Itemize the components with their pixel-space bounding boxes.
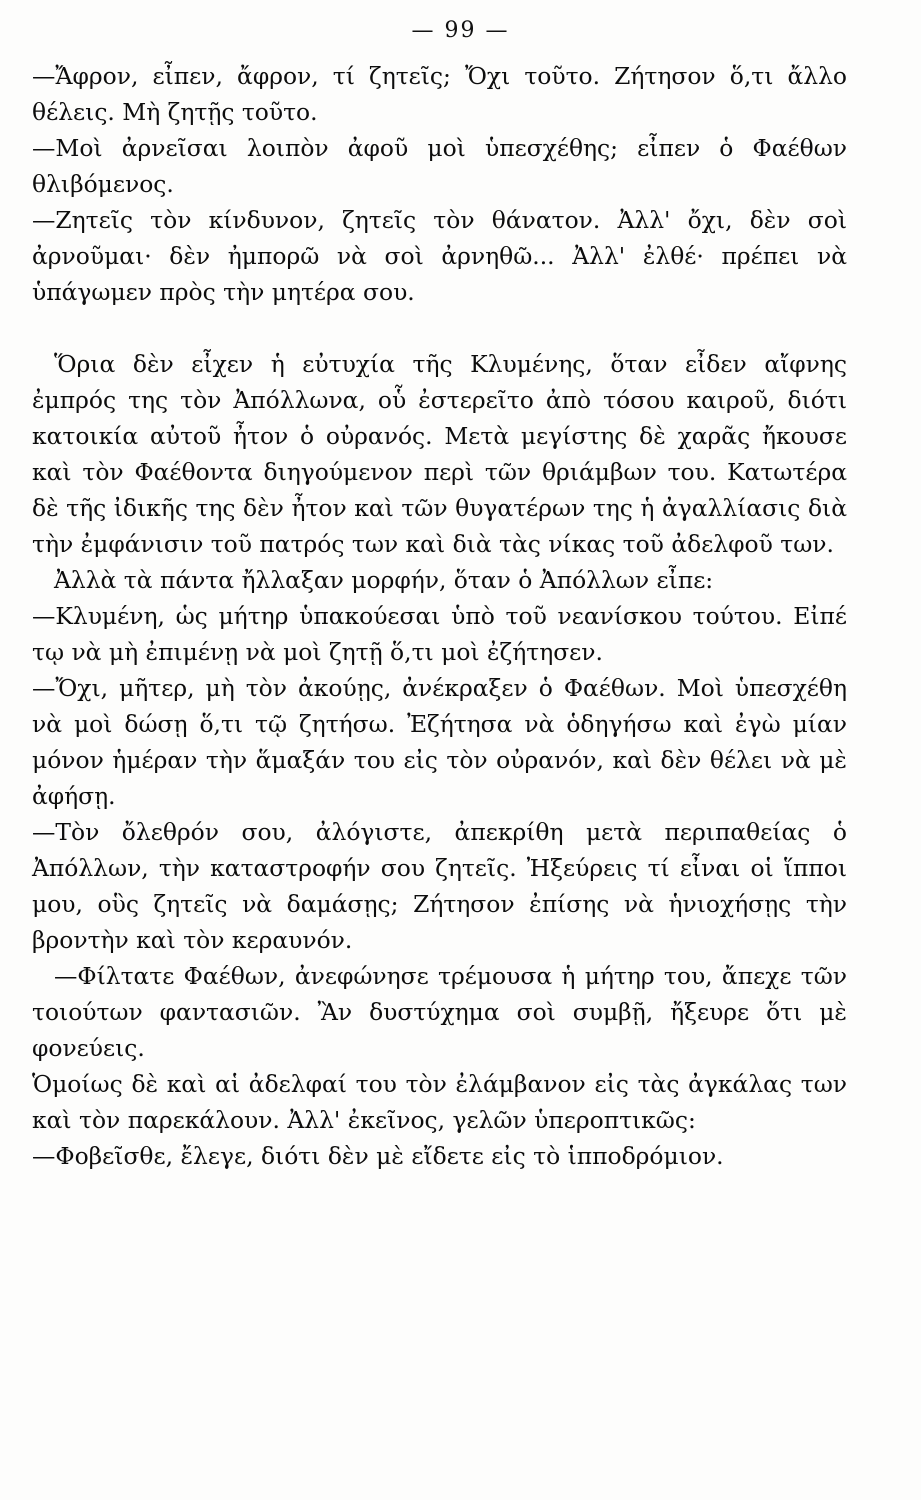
paragraph-7: —Ὄχι, μῆτερ, μὴ τὸν ἀκούῃς, ἀνέκραξεν ὁ Φαέθων. Μοὶ ὑπεσχέθη νὰ μοὶ δώσῃ ὅ,τι τῷ ζητήσω. Ἐζήτησα νὰ ὁδηγήσω καὶ ἐγὼ μίαν μόνον ἡμέραν τὴν ἅμαξάν του εἰς τὸν οὐρανόν, καὶ δὲν θέλει νὰ μὲ ἀφήσῃ. bbox=[32, 674, 847, 810]
paragraph-4: Ὅρια δὲν εἶχεν ἡ εὐτυχία τῆς Κλυμένης, ὅταν εἶδεν αἴφνης ἐμπρός της τὸν Ἀπόλλωνα, οὗ ἐστερεῖτο ἀπὸ τόσου καιροῦ, διότι κατοικία αὐτοῦ ἦτον ὁ οὐρανός. Μετὰ μεγίστης δὲ χαρᾶς ἤκουσε καὶ τὸν Φαέθοντα διηγούμενον περὶ τῶν θριάμβων του. Κατωτέρα δὲ τῆς ἰδικῆς της δὲν ἦτον καὶ τῶν θυγατέρων της ἡ ἀγαλλίασις διὰ τὴν ἐμφάνισιν τοῦ πατρός των καὶ διὰ τὰς νίκας τοῦ ἀδελφοῦ των. bbox=[32, 350, 847, 558]
page-number: — 99 — bbox=[411, 18, 510, 43]
paragraph-3: —Ζητεῖς τὸν κίνδυνον, ζητεῖς τὸν θάνατον. Ἀλλ' ὄχι, δὲν σοὶ ἀρνοῦμαι· δὲν ἠμπορῶ νὰ σοὶ ἀρνηθῶ... Ἀλλ' ἐλθέ· πρέπει νὰ ὑπάγωμεν πρὸς τὴν μητέρα σου. bbox=[32, 206, 847, 306]
paragraph-11: —Φοβεῖσθε, ἔλεγε, διότι δὲν μὲ εἴδετε εἰς τὸ ἱπποδρόμιον. bbox=[32, 1142, 724, 1170]
paragraph-10: Ὁμοίως δὲ καὶ αἱ ἀδελφαί του τὸν ἐλάμβανον εἰς τὰς ἀγκάλας των καὶ τὸν παρεκάλουν. Ἀλλ' ἐκεῖνος, γελῶν ὑπεροπτικῶς: bbox=[32, 1070, 847, 1134]
paragraph-5: Ἀλλὰ τὰ πάντα ἤλλαξαν μορφήν, ὅταν ὁ Ἀπόλλων εἶπε: bbox=[54, 566, 714, 594]
paragraph-6: —Κλυμένη, ὡς μήτηρ ὑπακούεσαι ὑπὸ τοῦ νεανίσκου τούτου. Εἰπέ τῳ νὰ μὴ ἐπιμένῃ νὰ μοὶ ζητῇ ὅ,τι μοὶ ἐζήτησεν. bbox=[32, 602, 847, 666]
page-text bbox=[32, 58, 847, 1174]
paragraph-1: —Ἄφρον, εἶπεν, ἄφρον, τί ζητεῖς; Ὄχι τοῦτο. Ζήτησον ὅ,τι ἄλλο θέλεις. Μὴ ζητῇς τοῦτο. bbox=[32, 62, 847, 126]
paragraph-2: —Μοὶ ἀρνεῖσαι λοιπὸν ἀφοῦ μοὶ ὑπεσχέθης; εἶπεν ὁ Φαέθων θλιβόμενος. bbox=[32, 134, 847, 198]
paragraph-9: —Φίλτατε Φαέθων, ἀνεφώνησε τρέμουσα ἡ μήτηρ του, ἄπεχε τῶν τοιούτων φαντασιῶν. Ἂν δυστύχημα σοὶ συμβῇ, ἤξευρε ὅτι μὲ φονεύεις. bbox=[32, 962, 847, 1062]
paragraph-8: —Τὸν ὄλεθρόν σου, ἀλόγιστε, ἀπεκρίθη μετὰ περιπαθείας ὁ Ἀπόλλων, τὴν καταστροφήν σου ζητεῖς. Ἠξεύρεις τί εἶναι οἱ ἵπποι μου, οὓς ζητεῖς νὰ δαμάσῃς; Ζήτησον ἐπίσης νὰ ἡνιοχήσῃς τὴν βροντὴν καὶ τὸν κεραυνόν. bbox=[32, 818, 847, 954]
